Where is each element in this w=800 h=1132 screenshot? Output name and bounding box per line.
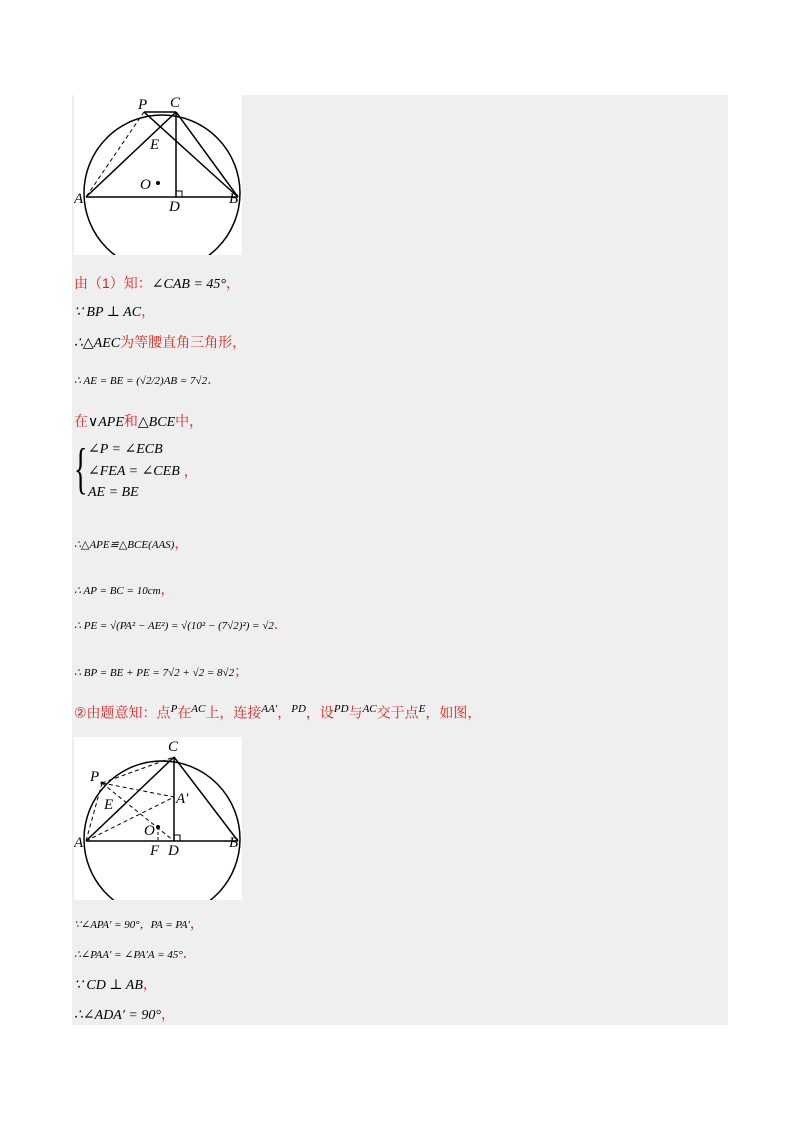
math-ae-be: ∴ AE = BE = (√2/2)AB = 7√2 — [74, 375, 208, 387]
line-cd-perp — [74, 975, 157, 995]
line-ada — [74, 1005, 175, 1025]
system-row-1: ∠P = ∠ECB — [88, 442, 163, 457]
punct: ， — [160, 1006, 175, 1022]
text-part2-f: 与 — [348, 704, 363, 721]
text-given: 由（1）知： — [74, 275, 152, 291]
math-bce: △BCE — [137, 415, 176, 430]
right-angle-mark — [176, 191, 182, 197]
label-D: D — [169, 199, 180, 215]
math-AA: AA′ — [261, 703, 278, 715]
label-C: C — [168, 739, 179, 755]
math-ap-bc: ∴ AP = BC = 10cm — [74, 585, 161, 597]
label-E: E — [150, 137, 160, 153]
label-O: O — [140, 177, 151, 193]
geometry-figure-1 — [74, 95, 242, 255]
punct: ， — [226, 275, 241, 291]
label-B: B — [229, 191, 239, 207]
text-part2-g: 交于点 — [376, 704, 419, 721]
line-ap-bc — [74, 580, 175, 600]
label-P: P — [138, 97, 148, 113]
segment-AC — [86, 112, 176, 197]
segment-AA-prime — [86, 797, 174, 841]
center-dot — [156, 181, 160, 185]
math-bp-perp: ∵ BP ⊥ AC — [74, 305, 142, 320]
line-in-triangles — [74, 412, 203, 432]
label-C: C — [170, 95, 181, 111]
brace: { — [74, 438, 88, 500]
label-B: B — [229, 835, 239, 851]
label-P: P — [90, 769, 100, 785]
math-ada: ∴∠ADA′ = 90° — [74, 1008, 161, 1023]
punct: ， — [189, 915, 204, 931]
line-part2 — [74, 700, 481, 724]
label-A: A — [74, 835, 84, 851]
text-part2-e: ，设 — [305, 704, 334, 721]
math-apa: ∵∠APA′ = 90°，PA = PA′ — [74, 919, 190, 931]
math-pe: ∴ PE = √(PA² − AE²) = √(10² − (7√2)²) = √2 — [74, 620, 274, 632]
right-angle-mark — [174, 835, 180, 841]
math-congruent: ∴△APE≌△BCE(AAS) — [74, 539, 175, 551]
punct: ， — [141, 303, 156, 319]
math-PD: PD — [291, 703, 306, 715]
segment-PA-prime — [102, 783, 174, 797]
punct: ． — [273, 616, 288, 632]
equation-system — [74, 438, 198, 501]
punct: ， — [142, 976, 157, 992]
math-ape: ∨APE — [88, 415, 124, 430]
math-E: E — [418, 703, 426, 715]
math-PD-2: PD — [333, 703, 349, 715]
line-ae-be — [74, 370, 221, 390]
line-apa — [74, 914, 204, 934]
punct: ， — [183, 463, 198, 479]
math-AC-2: AC — [362, 703, 377, 715]
math-aec: ∴△AEC — [74, 336, 121, 351]
punct: ． — [182, 945, 197, 961]
text-in: 在 — [74, 413, 88, 429]
math-cab: ∠CAB = 45° — [151, 277, 227, 292]
punct: ， — [174, 535, 189, 551]
punct: ， — [277, 704, 292, 721]
line-paa — [74, 944, 197, 964]
figure-1-svg — [74, 95, 242, 255]
label-A: A — [74, 191, 84, 207]
label-D: D — [168, 843, 179, 859]
circle-O — [84, 115, 240, 255]
punct: ； — [234, 663, 249, 679]
text-part2-a: ②由题意知：点 — [74, 704, 171, 721]
math-paa: ∴∠PAA′ = ∠PA′A = 45° — [74, 949, 183, 961]
system-row-3: AE = BE — [88, 485, 139, 500]
text-isosceles: 为等腰直角三角形， — [120, 334, 247, 350]
text-part2-c: 上，连接 — [205, 704, 262, 721]
system-row-2: ∠FEA = ∠CEB — [88, 464, 180, 479]
geometry-figure-2 — [74, 737, 242, 900]
punct: ， — [160, 581, 175, 597]
text-part2-h: ，如图， — [425, 704, 482, 721]
math-AC: AC — [191, 703, 206, 715]
label-F: F — [150, 843, 160, 859]
math-cd-perp: ∵ CD ⊥ AB — [74, 978, 143, 993]
line-bp — [74, 662, 248, 682]
segment-AC — [86, 757, 174, 841]
label-A-prime: A′ — [176, 791, 189, 807]
text-and: 和 — [123, 413, 138, 429]
line-given — [74, 274, 240, 294]
label-E: E — [104, 797, 114, 813]
line-pe — [74, 615, 288, 635]
figure-2-svg — [74, 737, 242, 900]
label-O: O — [144, 823, 155, 839]
line-congruent — [74, 534, 188, 554]
center-dot — [156, 825, 160, 829]
math-P: P — [170, 703, 178, 715]
system-rows — [88, 441, 180, 501]
line-bp-perp — [74, 302, 155, 322]
point-P — [101, 782, 104, 785]
math-bp: ∴ BP = BE + PE = 7√2 + √2 = 8√2 — [74, 667, 235, 679]
segment-CB — [176, 112, 238, 197]
line-aec — [74, 333, 246, 353]
text-part2-b: 在 — [177, 704, 192, 721]
punct: ． — [207, 371, 222, 387]
text-middle: 中， — [175, 413, 204, 429]
